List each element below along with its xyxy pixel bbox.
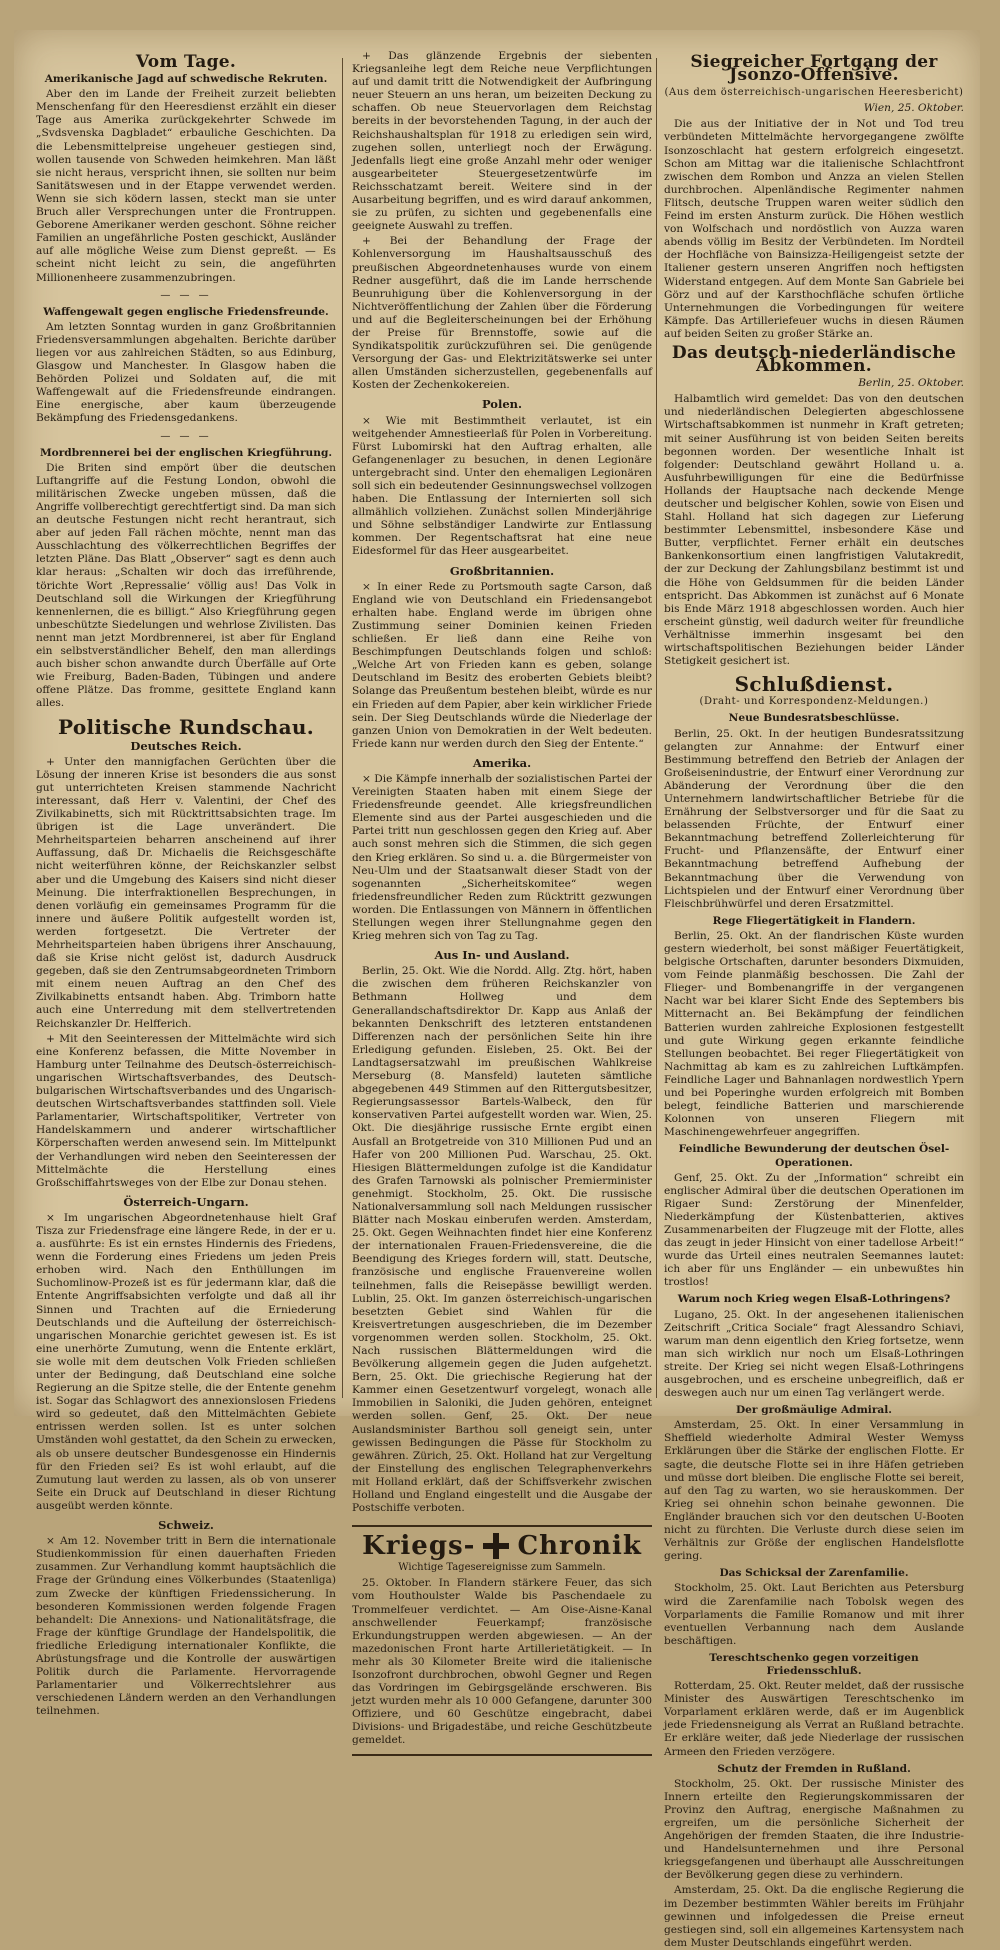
article-text: Berlin, 25. Okt. Wie die Nordd. Allg. Ztg. hört, haben die zwischen dem früheren Reichskanzler von Bethmann Hollweg und dem Generallandschaftsdirektor Dr. Kapp aus Anlaß der bekannten Denkschrift des letzteren entstandenen Differenzen nach der persönlichen Seite hin ihre Erledigung gefunden. Eisleben, 25. Okt. Bei der Landtagsersatzwahl im preußischen Wahlkreise Merseburg (8. Mansfeld) lauteten sämtliche abgegebenen 449 Stimmen auf den Rittergutsbesitzer, Regierungsassessor Bartels-Walbeck, den für konservativen Partei aufgestellt worden war. Wien, 25. Okt. Die diesjährige russische Ernte ergibt einen Ausfall an Brotgetreide von 310 Millionen Pud und an Hafer von 200 Millionen Pud. Warschau, 25. Okt. Hiesigen Blättermeldungen zufolge ist die Kandidatur des Grafen Tarnowski als polnischer Premierminister genehmigt. Stockholm, 25. Okt. Die russische Nationalversammlung soll nach Meldungen russischer Blätter nach Moskau einberufen werden. Amsterdam, 25. Okt. Gegen Weihnachten findet hier eine Konferenz der internationalen Frauen-Friedensvereine, die die Beendigung des Krieges fordern will, statt. Deutsche, französische und englische Frauenvereine wollen teilnehmen, falls die Reisepässe bewilligt werden. Lublin, 25. Okt. Im ganzen österreichisch-ungarischen besetzten Gebiet sind Wahlen für die Kreisvertretungen ausgeschrieben, die im Dezember vorgenommen werden sollen. Stockholm, 25. Okt. Nach russischen Blättermeldungen wird die Bevölkerung allgemein gegen die Juden aufgehetzt. Bern, 25. Okt. Die griechische Regierung hat der Kammer einen Gesetzentwurf vorgelegt, wonach alle Immobilien in Saloniki, die Juden gehören, enteignet werden sollen. Genf, 25. Okt. Der neue Auslandsminister Barthou soll geneigt sein, unter gewissen Bedingungen die Pässe für Stockholm zu gewähren. Zürich, 25. Okt. Holland hat zur Vergeltung der Einstellung des englischen Telegraphenverkehrs mit Holland erklärt, daß der Schiffsverkehr zwischen Holland und England eingestellt und die Ausgabe der Postschiffe verboten. — [352, 965, 652, 1515]
article-text: Berlin, 25. Okt. In der heutigen Bundesratssitzung gelangten zur Annahme: der Entwurf einer Bestimmung betreffend den Betrieb der Anlagen der Großeisenindustrie, der Entwurf einer Verordnung zur Abänderung der Verordnung über die den Unternehmern landwirtschaftlicher Betriebe für die Ernährung der Selbstversorger und für die Saat zu belassenden Früchte, der Entwurf einer Bekanntmachung betreffend Zollerleichterung für Frucht- und Pflanzensäfte, der Entwurf einer Bekanntmachung betreffend Aufhebung der Bekanntmachung über die Verwendung von Lichtspielen und der Entwurf einer Verordnung über Fleischbrühwürfel und deren Ersatzmittel. — [664, 727, 964, 910]
article-text: × Am 12. November tritt in Bern die internationale Studienkommission für einen dauerhaften Frieden zusammen. Zur Verhandlung kommt hauptsächlich die Frage der Gründung eines Völkerbundes (Staatenliga) zum Zwecke der künftigen Friedenssicherung. In besonderen Kommissionen werden folgende Fragen behandelt: Die Annexions- und Nationalitätsfrage, die Frage der künftige Grundlage der Handelspolitik, die friedliche Erledigung internationaler Konflikte, die Abrüstungsfrage und die Kontrolle der auswärtigen Politik durch die Parlamente. Hervorragende Parlamentarier und Völkerrechtslehrer aus verschiedenen Ländern werden an den Verhandlungen teilnehmen. — [36, 1535, 336, 1718]
article-text: Amsterdam, 25. Okt. Da die englische Regierung die im Dezember bestimmten Wähler bereits im Frühjahr gewinnen und infolgedessen die Preise erneut gestiegen sind, soll ein allgemeines Kartensystem nach dem Muster Deutschlands eingeführt werden. — [664, 1884, 964, 1949]
article-text: Halbamtlich wird gemeldet: Das von den deutschen und niederländischen Delegierten abgeschlossene Wirtschaftsabkommen ist nunmehr in Kraft getreten; mit seiner Ausführung ist von beiden Seiten bereits begonnen worden. Der wesentliche Inhalt ist folgender: Deutschland gewährt Holland u. a. Ausfuhrbewilligungen für eine die Bedürfnisse Hollands der Hauptsache nach deckende Menge deutscher und belgischer Kohlen, sowie von Eisen und Stahl. Holland hat sich dagegen zur Lieferung bestimmter Lebensmittel, insbesondere Käse und Butter, verpflichtet. Ferner erhält ein deutsches Bankenkonsortium einen langfristigen Valutakredit, der zur Deckung der Zahlungsbilanz bestimmt ist und die Höhe von Geldsummen für die beiden Länder entspricht. Das Abkommen ist zunächst auf 6 Monate bis Ende März 1918 abgeschlossen worden. Auch hier erscheint günstig, weil dadurch weiter für freundliche Verhältnisse immerhin insgesamt bei den wirtschaftspolitischen Beziehungen beider Länder Stetigkeit gesichert ist. — [664, 393, 964, 668]
chronik-subtitle: Wichtige Tagesereignisse zum Sammeln. — [398, 1562, 606, 1574]
article-heading: Waffengewalt gegen englische Friedensfreunde. — [43, 305, 329, 318]
article-text: Stockholm, 25. Okt. Der russische Minister des Innern erteilte den Regierungskommissaren der Provinz den Auftrag, energische Maßnahmen zu ergreifen, um die persönliche Sicherheit der Angehörigen der fremden Staaten, die ihre Industrie- und Handelsunternehmen und ihre Personal kriegsgefangenen und überhaupt alle Ausschreitungen der Bevölkerung gegen diese zu verhindern. — [664, 1777, 964, 1882]
section-title-politische-rundschau: Politische Rundschau. — [58, 714, 314, 739]
divider: — — — — [160, 289, 212, 301]
article-text: Am letzten Sonntag wurden in ganz Großbritannien Friedensversammlungen abgehalten. Berichte darüber liegen vor aus zahlreichen Städten, so aus Edinburg, Glasgow und Manchester. In Glasgow haben die Behörden Polizei und Soldaten auf, die mit Waffengewalt auf die Friedensfreunde eindrangen. Eine energische, aber kaum überzeugende Bekämpfung des Friedensgedankens. — [36, 320, 336, 425]
headline-schlussdienst: Schlußdienst. — [734, 672, 894, 697]
article-text: Lugano, 25. Okt. In der angesehenen italienischen Zeitschrift „Critica Sociale“ fragt Alessandro Schiavi, warum man denn eigentlich den Krieg fortsetze, wenn man sich wirklich nur noch um Elsaß-Lothringen streite. Der Krieg sei nicht wegen Elsaß-Lothringens ausgebrochen, und es erscheine unbegreiflich, daß er deswegen auch nur um einen Tag verlängert werde. — [664, 1308, 964, 1400]
article-text: 25. Oktober. In Flandern stärkere Feuer, das sich vom Houthoulster Walde bis Paschendaele zu Trommelfeuer verdichtet. — Am Oise-Aisne-Kanal anschwellender Feuerkampf; französische Erkundungstruppen werden abgewiesen. — An der mazedonischen Front harte Artillerietätigkeit. — In mehr als 30 Kilometer Breite wird die italienische Isonzofront durchbrochen, obwohl Gegner und Regen das Vordringen im Gebirgsgelände erschweren. Bis jetzt wurden mehr als 10 000 Gefangene, darunter 300 Offiziere, und 60 Geschütze eingebracht, dabei Divisions- und Brigadestäbe, und reiche Geschützbeute gemeldet. — [352, 1577, 652, 1747]
chronik-title-right: Chronik — [517, 1530, 642, 1561]
article-text: + Bei der Behandlung der Frage der Kohlenversorgung im Haushaltsausschuß des preußischen Abgeordnetenhauses wurde von einem Redner ausgeführt, daß die im Lande herrschende Beunruhigung über die Kohlenversorgung in der Nichtveröffentlichung der Zahlen über die Förderung und auf die Begleiterscheinungen bei der Erhöhung der Preise für Brennstoffe, sowie auf die Syndikatspolitik zurückzuführen sei. Die genügende Versorgung der Gas- und Elektrizitätswerke sei unter allen Umständen sicherzustellen, gegebenenfalls auf Kosten der Zechenkokereien. — [352, 235, 652, 392]
article-text: Aber den im Lande der Freiheit zurzeit beliebten Menschenfang für den Heeresdienst erzählt ein dieser Tage aus Amerika zurückgekehrter Schwede im „Svdsvenska Dagbladet“ erbauliche Geschichten. Da die Lebensmittelpreise ungeheuer gestiegen sind, wollen tausende von Schweden heimkehren. Man läßt sie nicht heraus, verspricht ihnen, sie sollten nur beim Sanitätswesen und in der Etappe verwendet werden. Wenn sie sich ködern lassen, steckt man sie unter Bruch aller Versprechungen unter die Frontruppen. Geborene Amerikaner werden geschont. Söhne reicher Familien an ungefährliche Posten geschickt, Ausländer auf alle mögliche Weise zum Dienst gepreßt. — Es scheint nicht leicht zu sein, die angeführten Millionenheere zusammenzubringen. — [36, 88, 336, 284]
article-text: × Im ungarischen Abgeordnetenhause hielt Graf Tisza zur Friedensfrage eine längere Rede, in der er u. a. ausführte: Es ist ein ernstes Hindernis des Friedens, wenn die Forderung eines Friedens um jeden Preis erhoben wird. Nach den Enthüllungen im Suchomlinow-Prozeß ist es für jedermann klar, daß die Entente Angriffsabsichten verfolgte und daß all ihr Sinnen und Trachten auf die Erniederung Deutschlands und die Aufteilung der österreichisch-ungarischen Monarchie gerichtet gewesen ist. Es ist eine unerhörte Zumutung, wenn die Entente erklärt, sie wolle mit dem deutschen Volk Frieden schließen unter der Bedingung, daß Deutschland eine solche Regierung an die Spitze stelle, die der Entente genehm ist. Sogar das Schlagwort des annexionslosen Friedens wird so gedeutet, daß den Mittelmächten Gebiete entrissen werden sollen. Ist es unter solchen Umständen wohl gestattet, da den Schein zu erwecken, als ob unsere deutscher Bundesgenosse ein Hindernis für den Frieden sei? Es ist wohl erlaubt, auf die Zumutung laut werden zu lassen, als ob von unserer Seite ein Druck auf Deutschland in dieser Richtung ausgeübt werden könnte. — [36, 1211, 336, 1512]
headline-isonzo: Siegreicher Fortgang der Jsonzo-Offensive. — [690, 52, 938, 86]
chronik-title-left: Kriegs- — [362, 1530, 476, 1561]
article-heading: Tereschtschenko gegen vorzeitigen Friedensschluß. — [709, 1651, 919, 1677]
country-heading: Aus In- und Ausland. — [434, 948, 570, 963]
article-text: × Wie mit Bestimmtheit verlautet, ist ein weitgehender Amnestieerlaß für Polen in Vorbereitung. Fürst Lubomirski hat den Auftrag erhalten, alle Gefangenenlager zu besuchen, in denen Legionäre untergebracht sind. Unter den ehemaligen Legionären soll sich ein bedeutender Gesinnungswechsel vollzogen haben. Die Entlassung der Internierten soll sich allmählich vollziehen. Zunächst sollen Minderjährige und Söhne selbständiger Landwirte zur Entlassung kommen. Der Regentschaftsrat hat eine neue Eidesformel für das Heer ausgearbeitet. — [352, 414, 652, 558]
article-heading: Der großmäulige Admiral. — [736, 1404, 892, 1417]
column-rule — [342, 58, 343, 1398]
country-heading: Schweiz. — [158, 1518, 214, 1533]
column-rule — [656, 58, 657, 1398]
article-heading: Rege Fliegertätigkeit in Flandern. — [712, 914, 916, 927]
source-note: (Draht- und Korrespondenz-Meldungen.) — [699, 696, 929, 708]
article-heading: Amerikanische Jagd auf schwedische Rekruten. — [44, 73, 328, 86]
iron-cross-icon — [483, 1533, 509, 1559]
newspaper-page — [14, 30, 980, 1949]
article-text: × In einer Rede zu Portsmouth sagte Carson, daß England wie von Deutschland ein Friedensangebot erhalten habe. England werde im übrigen ohne Zustimmung seiner Dominien keinen Frieden schließen. Er ließ dann eine Reihe von Beschimpfungen Deutschlands folgen und schloß: „Welche Art von Frieden kann es geben, solange Deutschland im Besitz des eroberten Gebiets bleibt? Solange das Preußentum bestehen bleibt, würde es nur ein Frieden auf dem Papier, aber kein wirklicher Friede sein. Der Sieg Deutschlands würde die Niederlage der ganzen Union von Demokratien in der Welt bedeuten. Friede kann nur werden durch den Sieg der Entente.“ — [352, 580, 652, 750]
article-heading: Warum noch Krieg wegen Elsaß-Lothringens? — [677, 1293, 951, 1306]
dateline: Berlin, 25. Oktober. — [858, 377, 964, 390]
country-heading: Österreich-Ungarn. — [123, 1194, 249, 1209]
article-text: Die aus der Initiative der in Not und Tod treu verbündeten Mittelmächte hervorgegangene zwölfte Isonzoschlacht hat gestern erfolgreich eingesetzt. Schon am Mittag war die italienische Schlachtfront zwischen dem Rombon und Anzza an vielen Stellen durchbrochen. Alpenländische Regimenter nahmen Flitsch, deutsche Truppen waren weiter südlich den Feind im ersten Ansturm zurück. Die Höhen westlich von Wolfschach und nordöstlich von Auzza waren abends völlig im Besitz der Verbündeten. Im Nordteil der Hochfläche von Bainsizza-Heiligengeist setzte der Italiener gestern unseren Angriffen noch heftigsten Widerstand entgegen. Auf dem Monte San Gabriele bei Görz und auf der Karsthochfläche schufen örtliche Unternehmungen die Vorbedingungen für weitere Kämpfe. Das Artilleriefeuer wuchs in diesen Räumen auf beiden Seiten zu großer Stärke an. — [664, 118, 964, 340]
country-heading: Großbritannien. — [449, 563, 555, 578]
column-middle — [352, 50, 652, 1747]
article-text: + Das glänzende Ergebnis der siebenten Kriegsanleihe legt dem Reiche neue Verpflichtungen auf und damit tritt die Notwendigkeit der Aufbringung neuer Steuern an uns heran, um beizeiten Deckung zu schaffen. Ob neue Steuervorlagen dem Reichstag bereits in der bevorstehenden Tagung, in der auch der Reichshaushaltsplan für 1918 zu erledigen sein wird, zugehen sollen, unterliegt noch der Erwägung. Jedenfalls liegt eine große Anzahl mehr oder weniger ausgearbeiteter Steuergesetzentwürfe im Reichsschatzamt bereit. Weitere sind in der Ausarbeitung begriffen, und es wird darauf ankommen, sie zu prüfen, zu sichten und gegebenenfalls eine geeignete Auswahl zu treffen. — [352, 50, 652, 233]
article-text: Amsterdam, 25. Okt. In einer Versammlung in Sheffield wiederholte Admiral Wester Wemyss Erklärungen über die Stärke der englischen Flotte. Er sagte, die deutsche Flotte sei in ihre Häfen getrieben und müsse dort bleiben. Die englische Flotte sei bereit, auf den Tag zu warten, wo sie herauskommen. Der Krieg sei ohnehin schon beinahe gewonnen. Die Engländer brauchen sich vor den deutschen U-Booten nicht zu fürchten. Die Verluste durch diese seien im Verhältnis zur Größe der englischen Handelsflotte gering. — [664, 1419, 964, 1563]
article-text: × Die Kämpfe innerhalb der sozialistischen Partei der Vereinigten Staaten haben mit einem Siege der Friedensfreunde geendet. Alle kriegsfreundlichen Elemente sind aus der Partei ausgeschieden und die Partei tritt nun geschlossen gegen den Krieg auf. Aber auch sonst mehren sich die Stimmen, die sich gegen den Krieg erklären. So sind u. a. die Bürgermeister von Neu-Ulm und der Staatsanwalt dieser Stadt von der sogenannten „Sicherheitskomitee“ wegen friedensfreundlicher Reden zum Rücktritt gezwungen worden. Die Entlassungen von Männern in öffentlichen Stellungen wegen ihrer Stellungnahme gegen den Krieg mehren sich von Tag zu Tag. — [352, 772, 652, 943]
article-text: Berlin, 25. Okt. An der flandrischen Küste wurden gestern wiederholt, bei sonst mäßiger Feuertätigkeit, belgische Ortschaften, darunter besonders Dixmuiden, vom Feinde planmäßig beschossen. Die Zahl der Flieger- und Bombenangriffe in der vergangenen Nacht war bei klarer Sicht Ende des Septembers bis Mitternacht an. Bei Bekämpfung der feindlichen Batterien wurden zahlreiche Explosionen festgestellt und gute Wirkung gegen erkannte feindliche Stellungen beobachtet. Bei reger Fliegertätigkeit von Nachmittag ab kam es zu zahlreichen Luftkämpfen. Feindliche Lager und Bahnanlagen nordwestlich Ypern und bei Poperinghe wurden erfolgreich mit Bomben belegt, feindliche Batterien und marschierende Kolonnen von unseren Fliegern mit Maschinengewehrfeuer angegriffen. — [664, 929, 964, 1139]
article-heading: Neue Bundesratsbeschlüsse. — [728, 712, 900, 725]
article-text: + Unter den mannigfachen Gerüchten über die Lösung der inneren Krise ist besonders die aus sonst gut unterrichteten Kreisen stammende Nachricht interessant, daß Herr v. Valentini, der Chef des Zivilkabinetts, sich mit Rücktrittsabsichten trage. Im übrigen ist die Lage unverändert. Die Mehrheitsparteien beharren anscheinend auf ihrer Auffassung, daß Dr. Michaelis die Reichsgeschäfte nicht weiterführen könne, der Reichskanzler selbst aber und die Umgebung des Kaisers sind nicht dieser Meinung. Die interfraktionellen Besprechungen, in denen vorläufig ein gemeinsames Programm für die innere und äußere Politik aufgestellt worden ist, werden fortgesetzt. Die Vertreter der Mehrheitsparteien haben übrigens ihrer Anschauung, daß sie Krise nicht gelöst ist, dadurch Ausdruck gegeben, daß sie den Zentrumsabgeordneten Trimborn mit einem neuen Auftrag an den Chef des Zivilkabinetts entsandt haben. Abg. Trimborn hatte auch eine Unterredung mit dem stellvertretenden Reichskanzler Dr. Helfferich. — [36, 755, 336, 1030]
article-text: Die Briten sind empört über die deutschen Luftangriffe auf die Festung London, obwohl die militärischen Zwecke ungeben müssen, daß die Angriffe vollberechtigt gerechtfertigt sind. Da man sich an deutsche Festungen nicht recht herantraut, sich aber auf jeden Fall rächen möchte, nennt man das Ausschlachtung des völkerrechtlichen Begriffes der letzten Pläne. Das Blatt „Observer“ sagt es denn auch klar heraus: „Schalten wir doch das irreführende, törichte Wort ‚Repressalie‘ völlig aus! Das Volk in Deutschland soll die Wirkungen der Kriegführung kennenlernen, die es billigt.“ Also Kriegführung gegen unbeschützte Siedelungen und wehrlose Zivilisten. Das nennt man jetzt Mordbrennerei, ist aber für England ein selbstverständlicher Behelf, den man allerdings auch bisher schon anwandte durch Überfälle auf Orte wie Freiburg, Baden-Baden, Tübingen und andere offene Plätze. Das fromme, gesittete England kann alles. — [36, 461, 336, 710]
article-heading: Schutz der Fremden in Rußland. — [717, 1762, 911, 1775]
country-heading: Amerika. — [472, 755, 532, 770]
headline-abkommen: Das deutsch-niederländische Abkommen. — [671, 342, 957, 377]
country-heading: Polen. — [481, 397, 523, 412]
divider: — — — — [160, 430, 212, 442]
article-text: Genf, 25. Okt. Zu der „Information“ schreibt ein englischer Admiral über die deutschen Operationen im Rigaer Sund: Zerstörung der Minenfelder, Niederkämpfung der Küstenbatterien, aktives Zusammenarbeiten der Flugzeuge mit der Flotte, alles das zeugt in jeder Hinsicht von einer tadellose Arbeit!“ wurde das Urteil eines neutralen Seemannes lautet: ich aber für uns Engländer — ein unbewußtes hin trostlos! — [664, 1171, 964, 1289]
article-heading: Feindliche Bewunderung der deutschen Ösel-Operationen. — [678, 1143, 950, 1169]
country-heading: Deutsches Reich. — [130, 738, 242, 753]
article-text: + Mit den Seeinteressen der Mittelmächte wird sich eine Konferenz befassen, die Mitte November in Hamburg unter Teilnahme des Deutsch-österreichisch-ungarischen Wirtschaftsverbandes, des Deutsch-bulgarischen Wirtschaftsverbandes und des Ungarisch-deutschen Wirtschaftsverbandes stattfinden soll. Viele Parlamentarier, Wirtschaftspolitiker, Vertreter von Handelskammern und anderer wirtschaftlicher Körperschaften werden anwesend sein. Im Mittelpunkt der Verhandlungen wird neben den Seeinteressen der Mittelmächte die Herstellung eines Großschiffahrtsweges von der Elbe zur Donau stehen. — [36, 1032, 336, 1189]
source-note: (Aus dem österreichisch-ungarischen Heeresbericht) — [664, 87, 964, 99]
kriegs-chronik-box — [352, 1525, 652, 1755]
article-heading: Das Schicksal der Zarenfamilie. — [719, 1567, 909, 1580]
section-title-vom-tage: Vom Tage. — [135, 52, 237, 72]
article-heading: Mordbrennerei bei der englischen Kriegführung. — [39, 446, 333, 459]
column-left — [36, 50, 336, 1718]
column-right — [664, 50, 964, 1949]
kriegs-chronik-title — [352, 1530, 652, 1561]
article-text: Rotterdam, 25. Okt. Reuter meldet, daß der russische Minister des Auswärtigen Tereschtschenko im Vorparlament erklären werde, daß er im Augenblick jede Friedensneigung als Verrat an Rußland betrachte. Er erkläre weiter, daß jede Niederlage der russischen Armeen den Frieden verzögere. — [664, 1680, 964, 1758]
article-text: Stockholm, 25. Okt. Laut Berichten aus Petersburg wird die Zarenfamilie nach Tobolsk wegen des Vorparlaments die Familie Romanow und mit ihrer eventuellen Verbannung nach dem Auslande beschäftigen. — [664, 1582, 964, 1647]
dateline: Wien, 25. Oktober. — [863, 102, 964, 115]
